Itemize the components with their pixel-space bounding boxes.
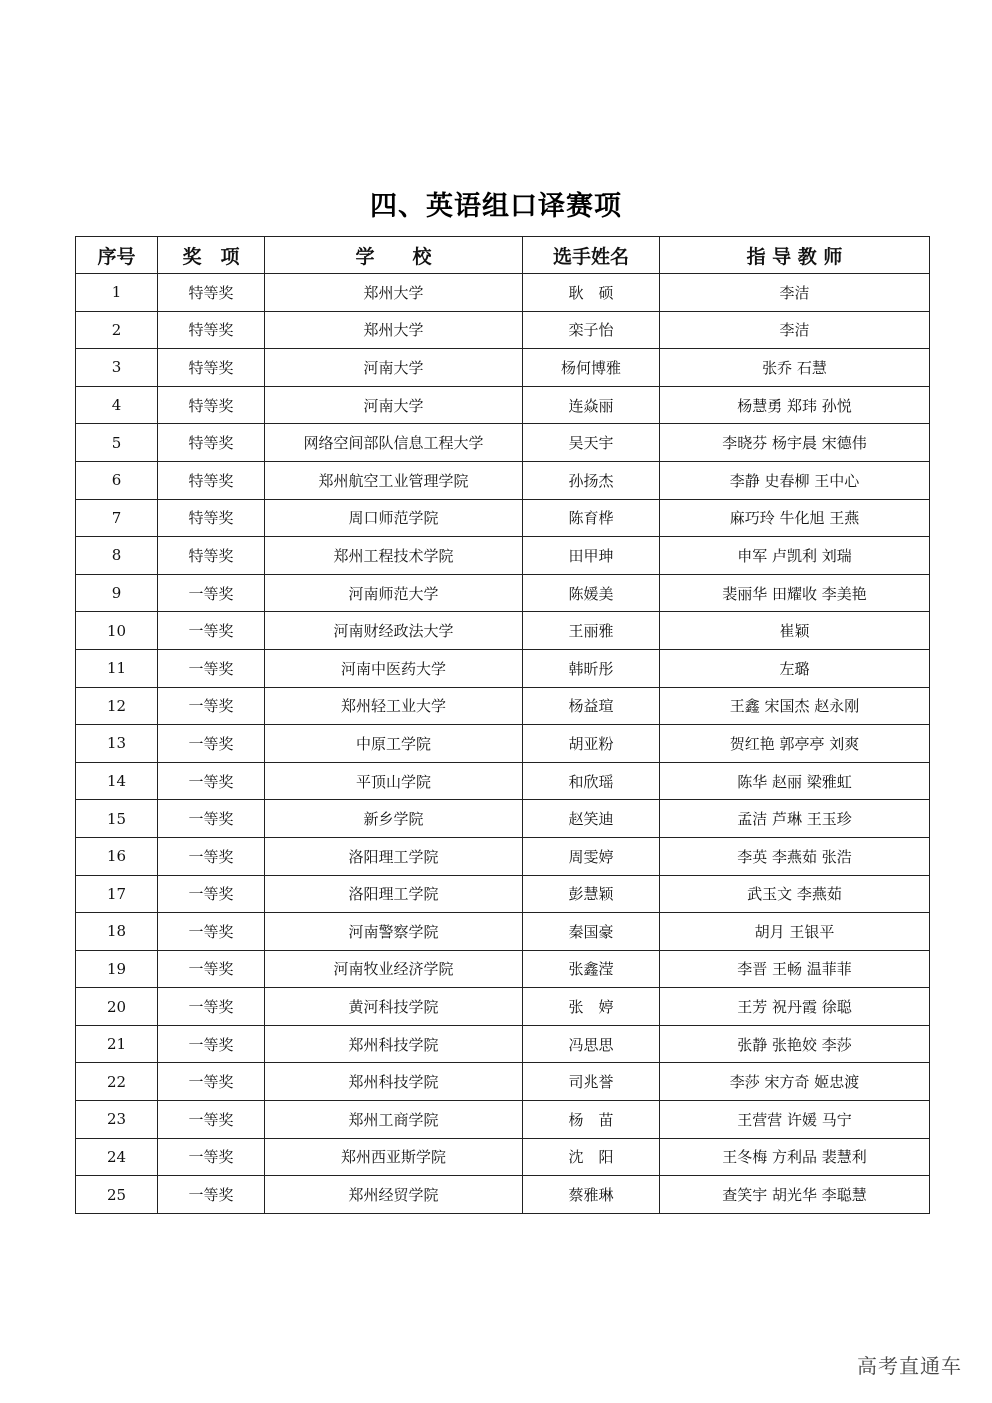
cell-school: 郑州科技学院 [265,1025,523,1063]
cell-award: 一等奖 [158,1138,265,1176]
cell-award: 一等奖 [158,762,265,800]
table-row [76,499,930,537]
cell-instructor: 裴丽华 田耀收 李美艳 [660,574,930,612]
header-index: 序号 [76,237,158,274]
header-award: 奖 项 [158,237,265,274]
cell-index: 4 [76,386,158,424]
table-row [76,875,930,913]
table-row [76,1101,930,1139]
cell-award: 特等奖 [158,349,265,387]
cell-index: 16 [76,837,158,875]
cell-index: 18 [76,913,158,951]
cell-school: 郑州经贸学院 [265,1176,523,1214]
cell-contestant: 栾子怡 [523,311,660,349]
cell-school: 洛阳理工学院 [265,837,523,875]
cell-award: 一等奖 [158,950,265,988]
cell-index: 21 [76,1025,158,1063]
cell-award: 一等奖 [158,913,265,951]
cell-school: 周口师范学院 [265,499,523,537]
cell-school: 郑州科技学院 [265,1063,523,1101]
cell-index: 15 [76,800,158,838]
table-row [76,762,930,800]
table-row [76,988,930,1026]
cell-instructor: 王芳 祝丹霞 徐聪 [660,988,930,1026]
cell-school: 郑州航空工业管理学院 [265,461,523,499]
cell-award: 特等奖 [158,386,265,424]
cell-contestant: 司兆誉 [523,1063,660,1101]
awards-table [75,236,930,1214]
cell-contestant: 杨何博雅 [523,349,660,387]
cell-award: 特等奖 [158,461,265,499]
table-body [76,274,930,1214]
cell-award: 一等奖 [158,687,265,725]
cell-instructor: 贺红艳 郭亭亭 刘爽 [660,725,930,763]
cell-index: 6 [76,461,158,499]
cell-school: 河南中医药大学 [265,649,523,687]
cell-index: 14 [76,762,158,800]
cell-school: 河南警察学院 [265,913,523,951]
cell-instructor: 王冬梅 方利品 裴慧利 [660,1138,930,1176]
cell-award: 一等奖 [158,1176,265,1214]
table-row [76,837,930,875]
cell-index: 10 [76,612,158,650]
cell-instructor: 李洁 [660,274,930,312]
cell-award: 一等奖 [158,1025,265,1063]
table-row [76,424,930,462]
cell-instructor: 李晋 王畅 温菲菲 [660,950,930,988]
cell-contestant: 连焱丽 [523,386,660,424]
cell-contestant: 杨 苗 [523,1101,660,1139]
table-row [76,1025,930,1063]
cell-instructor: 张静 张艳姣 李莎 [660,1025,930,1063]
cell-school: 网络空间部队信息工程大学 [265,424,523,462]
cell-school: 中原工学院 [265,725,523,763]
cell-school: 新乡学院 [265,800,523,838]
cell-contestant: 张鑫滢 [523,950,660,988]
cell-contestant: 田甲珅 [523,537,660,575]
cell-school: 洛阳理工学院 [265,875,523,913]
cell-index: 19 [76,950,158,988]
table-row [76,537,930,575]
table-row [76,349,930,387]
cell-instructor: 武玉文 李燕茹 [660,875,930,913]
cell-index: 22 [76,1063,158,1101]
table-row [76,649,930,687]
table-row [76,1138,930,1176]
cell-school: 黄河科技学院 [265,988,523,1026]
cell-instructor: 申军 卢凯利 刘瑞 [660,537,930,575]
table-row [76,612,930,650]
cell-instructor: 崔颖 [660,612,930,650]
cell-contestant: 耿 硕 [523,274,660,312]
cell-contestant: 和欣瑶 [523,762,660,800]
cell-contestant: 胡亚粉 [523,725,660,763]
cell-school: 河南大学 [265,386,523,424]
cell-award: 一等奖 [158,875,265,913]
table-row [76,1176,930,1214]
cell-school: 河南师范大学 [265,574,523,612]
cell-instructor: 胡月 王银平 [660,913,930,951]
cell-school: 郑州轻工业大学 [265,687,523,725]
cell-instructor: 王营营 许媛 马宁 [660,1101,930,1139]
table-row [76,574,930,612]
cell-award: 特等奖 [158,537,265,575]
cell-school: 郑州西亚斯学院 [265,1138,523,1176]
cell-instructor: 麻巧玲 牛化旭 王燕 [660,499,930,537]
cell-instructor: 孟洁 芦琳 王玉珍 [660,800,930,838]
table-row [76,950,930,988]
cell-award: 一等奖 [158,1063,265,1101]
cell-instructor: 王鑫 宋国杰 赵永刚 [660,687,930,725]
cell-contestant: 沈 阳 [523,1138,660,1176]
cell-index: 1 [76,274,158,312]
cell-contestant: 秦国豪 [523,913,660,951]
table-row [76,461,930,499]
cell-instructor: 查笑宇 胡光华 李聪慧 [660,1176,930,1214]
header-school: 学 校 [265,237,523,274]
cell-instructor: 陈华 赵丽 梁雅虹 [660,762,930,800]
cell-award: 一等奖 [158,725,265,763]
cell-school: 平顶山学院 [265,762,523,800]
cell-award: 一等奖 [158,837,265,875]
cell-index: 2 [76,311,158,349]
cell-contestant: 陈育桦 [523,499,660,537]
cell-contestant: 张 婷 [523,988,660,1026]
cell-school: 郑州大学 [265,274,523,312]
cell-contestant: 王丽雅 [523,612,660,650]
cell-index: 9 [76,574,158,612]
cell-contestant: 杨益瑄 [523,687,660,725]
cell-contestant: 孙扬杰 [523,461,660,499]
cell-award: 一等奖 [158,574,265,612]
cell-award: 一等奖 [158,800,265,838]
cell-contestant: 冯思思 [523,1025,660,1063]
table-row [76,800,930,838]
page-title: 四、英语组口译赛项 [370,191,622,222]
cell-instructor: 左璐 [660,649,930,687]
cell-index: 11 [76,649,158,687]
table-row [76,386,930,424]
cell-award: 一等奖 [158,649,265,687]
cell-contestant: 赵笑迪 [523,800,660,838]
cell-award: 特等奖 [158,311,265,349]
cell-index: 17 [76,875,158,913]
cell-award: 一等奖 [158,612,265,650]
cell-contestant: 周雯婷 [523,837,660,875]
cell-index: 3 [76,349,158,387]
cell-index: 8 [76,537,158,575]
cell-contestant: 韩昕彤 [523,649,660,687]
header-contestant: 选手姓名 [523,237,660,274]
cell-index: 7 [76,499,158,537]
cell-instructor: 杨慧勇 郑玮 孙悦 [660,386,930,424]
cell-award: 一等奖 [158,988,265,1026]
table-row [76,1063,930,1101]
cell-contestant: 吴天宇 [523,424,660,462]
cell-school: 郑州工程技术学院 [265,537,523,575]
cell-school: 郑州工商学院 [265,1101,523,1139]
cell-index: 5 [76,424,158,462]
cell-instructor: 李莎 宋方奇 姬忠渡 [660,1063,930,1101]
table-row [76,311,930,349]
table-row [76,687,930,725]
cell-index: 13 [76,725,158,763]
cell-index: 23 [76,1101,158,1139]
cell-index: 24 [76,1138,158,1176]
cell-contestant: 彭慧颖 [523,875,660,913]
cell-index: 20 [76,988,158,1026]
cell-contestant: 陈媛美 [523,574,660,612]
cell-school: 郑州大学 [265,311,523,349]
cell-index: 25 [76,1176,158,1214]
table-row [76,274,930,312]
header-instructor: 指 导 教 师 [660,237,930,274]
cell-school: 河南牧业经济学院 [265,950,523,988]
cell-award: 特等奖 [158,499,265,537]
cell-instructor: 李静 史春柳 王中心 [660,461,930,499]
cell-instructor: 李洁 [660,311,930,349]
cell-award: 特等奖 [158,424,265,462]
cell-index: 12 [76,687,158,725]
cell-contestant: 蔡雅琳 [523,1176,660,1214]
cell-school: 河南财经政法大学 [265,612,523,650]
watermark: 高考直通车 [857,1354,962,1378]
cell-instructor: 李英 李燕茹 张浩 [660,837,930,875]
cell-award: 特等奖 [158,274,265,312]
table-header-row [76,237,930,274]
table-row [76,725,930,763]
table-row [76,913,930,951]
cell-instructor: 李晓芬 杨宇晨 宋德伟 [660,424,930,462]
cell-award: 一等奖 [158,1101,265,1139]
cell-instructor: 张乔 石慧 [660,349,930,387]
cell-school: 河南大学 [265,349,523,387]
